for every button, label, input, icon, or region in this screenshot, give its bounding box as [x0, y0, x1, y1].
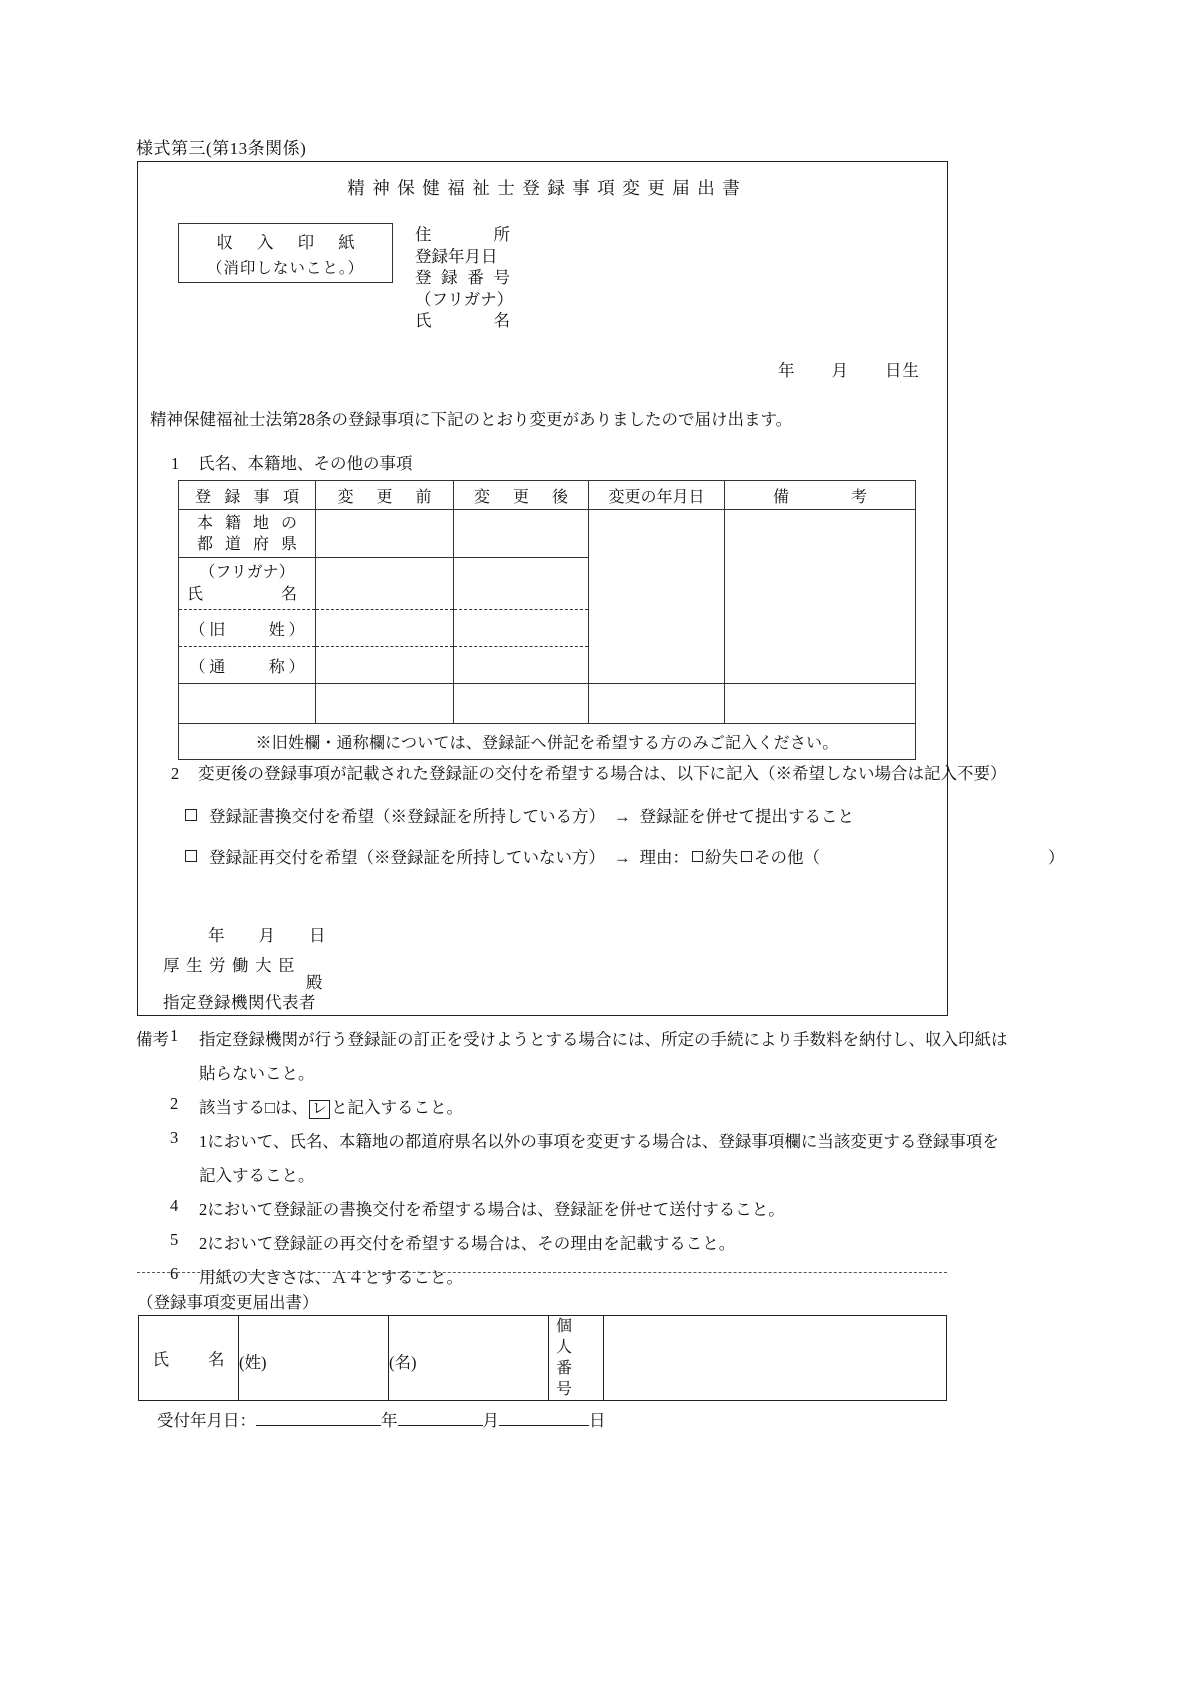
- cell-former-surname-before[interactable]: [316, 610, 454, 647]
- checkbox-reason-lost-icon[interactable]: [692, 851, 703, 862]
- signature-year-label: 年: [208, 926, 225, 945]
- remark-4-text: 2において登録証の書換交付を希望する場合は、登録証を併せて送付すること。: [199, 1200, 785, 1219]
- bottom-mynumber-field[interactable]: [604, 1316, 947, 1401]
- applicant-field-labels: [415, 224, 514, 332]
- addressee-honorific: 殿: [306, 973, 323, 992]
- remark-4-number: 4: [170, 1196, 179, 1215]
- applicant-name-label: 氏 名: [415, 311, 510, 330]
- remark-item-1: [136, 1026, 1008, 1060]
- receipt-month-label: 月: [482, 1411, 499, 1430]
- receipt-day-input[interactable]: [499, 1409, 589, 1426]
- bottom-surname-field[interactable]: [239, 1316, 389, 1401]
- cell-name-after[interactable]: [454, 558, 589, 610]
- row-label-former-surname: （旧 姓）: [179, 610, 316, 647]
- addressee-organization: 指定登録機関代表者: [163, 993, 316, 1012]
- applicant-registration-date-label: 登録年月日: [415, 246, 498, 266]
- checkbox-reissue-label: 登録証再交付を希望（※登録証を所持していない方）: [209, 848, 605, 867]
- remark-2-text-after: と記入すること。: [330, 1098, 463, 1117]
- section-2-heading: [171, 760, 1007, 784]
- bottom-section-title: （登録事項変更届出書）: [137, 1293, 319, 1312]
- cell-common-name-after[interactable]: [454, 647, 589, 684]
- remark-2-number: 2: [170, 1094, 179, 1113]
- remark-6-number: 6: [170, 1264, 179, 1283]
- signature-month-label: 月: [258, 926, 275, 945]
- remark-2-text-before: 該当する□は、: [199, 1098, 308, 1117]
- birth-month-label: 月: [831, 361, 849, 380]
- cell-other-after[interactable]: [454, 684, 589, 724]
- table-footnote: ※旧姓欄・通称欄については、登録証へ併記を希望する方のみご記入ください。: [179, 724, 916, 760]
- revenue-stamp-box: [178, 223, 393, 283]
- table-row-domicile: [179, 510, 916, 558]
- section-1-number: 1: [171, 454, 180, 473]
- remark-item-3: [136, 1128, 999, 1162]
- registration-change-table: [178, 480, 916, 760]
- bottom-givenname-label: (名): [389, 1353, 417, 1372]
- remark-2-text: [199, 1094, 463, 1119]
- main-form-box: [137, 161, 1065, 1016]
- arrow-icon-2: →: [614, 848, 631, 867]
- header-change-date: 変更の年月日: [589, 481, 725, 510]
- document-title: 精神保健福祉士登録事項変更届出書: [347, 178, 748, 198]
- check-mark-icon: レ: [309, 1100, 330, 1119]
- section-2-number: 2: [171, 764, 180, 783]
- cell-former-surname-after[interactable]: [454, 610, 589, 647]
- table-header-row: [179, 481, 916, 510]
- remark-item-1-cont: [136, 1060, 966, 1094]
- signature-date-line: [208, 922, 326, 946]
- section-2-label: 変更後の登録事項が記載された登録証の交付を希望する場合は、以下に記入（※希望しない場合は記入不要）: [198, 764, 1007, 783]
- remark-3-continuation: 記入すること。: [199, 1166, 315, 1185]
- revenue-stamp-label: 収 入 印 紙: [216, 232, 365, 252]
- receipt-month-input[interactable]: [398, 1409, 483, 1426]
- remark-1-continuation: 貼らないこと。: [199, 1064, 315, 1083]
- remark-5-text: 2において登録証の再交付を希望する場合は、その理由を記載すること。: [199, 1234, 736, 1253]
- checkbox-row-reissue[interactable]: [185, 844, 1065, 868]
- section-1-heading: [171, 450, 413, 474]
- cell-other-remarks[interactable]: [725, 684, 916, 724]
- row-label-name: （フリガナ） 氏 名: [179, 558, 316, 610]
- remark-3-number: 3: [170, 1128, 179, 1147]
- cell-common-name-before[interactable]: [316, 647, 454, 684]
- birth-date-line: [778, 357, 920, 381]
- remark-item-3-cont: [136, 1162, 966, 1196]
- cell-name-before[interactable]: [316, 558, 454, 610]
- bottom-mynumber-label: 個 人 番 号: [549, 1316, 604, 1401]
- checkbox-row-reissue-exchange[interactable]: [185, 803, 854, 827]
- reason-close-paren: ）: [1048, 848, 1065, 867]
- reason-option-lost: 紛失: [705, 848, 738, 867]
- revenue-stamp-note: （消印しないこと。）: [206, 259, 365, 277]
- receipt-year-label: 年: [381, 1411, 398, 1430]
- applicant-furigana-label: （フリガナ）: [415, 289, 514, 309]
- header-before-change: 変更前: [316, 481, 454, 510]
- remark-item-4: [136, 1196, 966, 1230]
- cut-line-divider: [137, 1272, 947, 1273]
- birth-year-label: 年: [778, 361, 796, 380]
- table-footnote-row: [179, 724, 916, 760]
- remark-5-number: 5: [170, 1230, 179, 1249]
- receipt-date-line: [157, 1407, 606, 1431]
- remarks-section: [136, 1026, 1008, 1298]
- bottom-name-label: 氏 名: [139, 1316, 239, 1401]
- remark-1-number: 1: [170, 1026, 179, 1045]
- table-row-other: [179, 684, 916, 724]
- addressee-minister: 厚生労働大臣: [163, 956, 301, 975]
- cell-change-date[interactable]: [589, 510, 725, 684]
- header-remarks: 備考: [725, 481, 916, 510]
- reason-option-other: その他（: [754, 848, 820, 867]
- remarks-lead-label: 備考: [136, 1030, 169, 1049]
- birth-day-label: 日生: [885, 361, 920, 380]
- declaration-statement: 精神保健福祉士法第28条の登録事項に下記のとおり変更がありましたので届け出ます。: [150, 410, 793, 429]
- checkbox-exchange-label: 登録証書換交付を希望（※登録証を所持している方）: [209, 807, 605, 826]
- header-registration-item: 登録事項: [179, 481, 316, 510]
- remark-1-text: 指定登録機関が行う登録証の訂正を受けようとする場合には、所定の手続により手数料を納付し、収入印紙は: [199, 1030, 1008, 1049]
- bottom-givenname-field[interactable]: [389, 1316, 549, 1401]
- applicant-registration-number-label: 登録番号: [415, 268, 510, 287]
- cell-domicile-before[interactable]: [316, 510, 454, 558]
- remark-item-2: [136, 1094, 966, 1128]
- cell-remarks[interactable]: [725, 510, 916, 684]
- row-label-common-name: （通 称）: [179, 647, 316, 684]
- checkbox-exchange-result: 登録証を併せて提出すること: [639, 807, 854, 826]
- applicant-address-label: 住 所: [415, 225, 510, 244]
- receipt-day-label: 日: [589, 1411, 606, 1430]
- row-label-domicile: 本 籍 地 の 都 道 府 県: [179, 510, 316, 558]
- remark-6-text: 用紙の大きさは、Ａ４とすること。: [199, 1268, 463, 1287]
- signature-day-label: 日: [309, 926, 326, 945]
- reason-label: 理由：: [639, 848, 689, 867]
- remark-item-5: [136, 1230, 966, 1264]
- cell-domicile-after[interactable]: [454, 510, 589, 558]
- cell-other-label[interactable]: [179, 684, 316, 724]
- receipt-name-table: [138, 1315, 947, 1401]
- cell-other-date[interactable]: [589, 684, 725, 724]
- arrow-icon: →: [614, 807, 631, 826]
- checkbox-reason-other-icon[interactable]: [741, 851, 752, 862]
- receipt-year-input[interactable]: [256, 1409, 381, 1426]
- bottom-surname-label: (姓): [239, 1353, 267, 1372]
- remark-3-text: 1において、氏名、本籍地の都道府県名以外の事項を変更する場合は、登録事項欄に当該変更する登録事項を: [199, 1132, 999, 1151]
- section-1-label: 氏名、本籍地、その他の事項: [198, 454, 413, 473]
- receipt-date-label: 受付年月日：: [157, 1411, 256, 1430]
- checkbox-exchange-icon[interactable]: [185, 809, 197, 821]
- receipt-table-row: [139, 1316, 947, 1401]
- form-number: 様式第三(第13条関係): [136, 139, 307, 158]
- cell-other-before[interactable]: [316, 684, 454, 724]
- checkbox-reissue-icon[interactable]: [185, 850, 197, 862]
- header-after-change: 変更後: [454, 481, 589, 510]
